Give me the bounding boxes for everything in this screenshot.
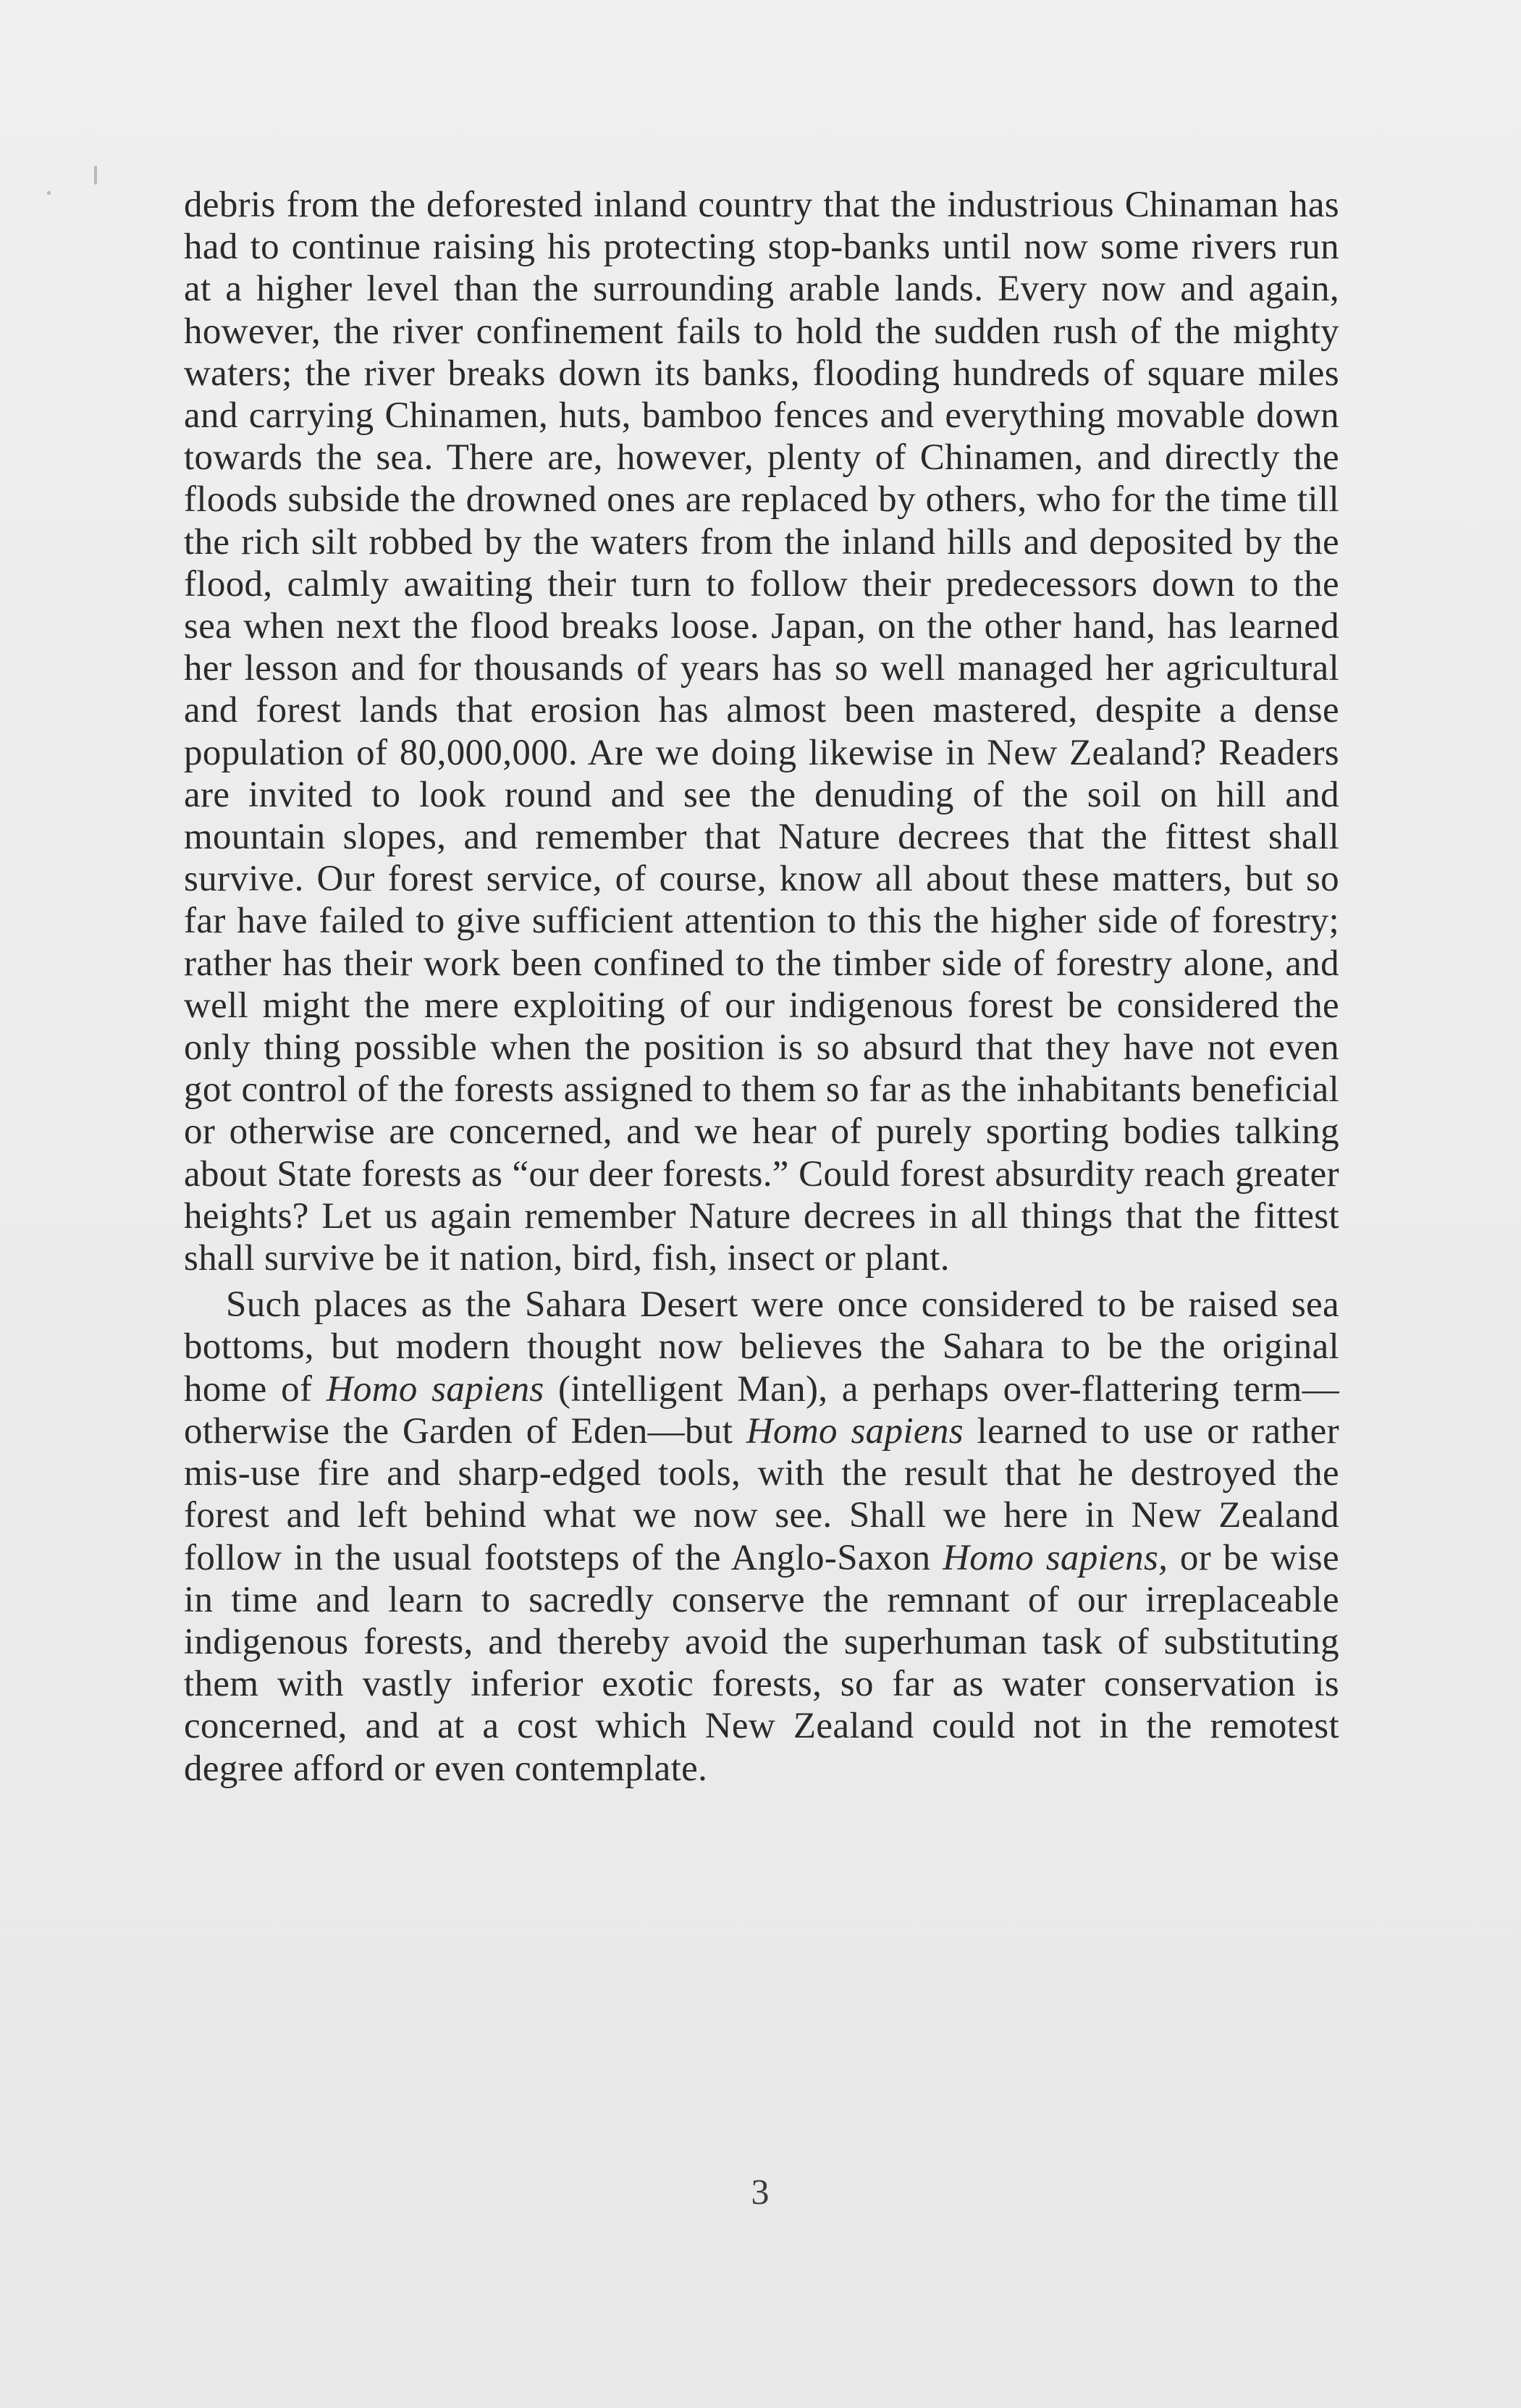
paper-speck — [47, 191, 51, 195]
sentence: Our forest service, of course, know all about these matters, but so far have failed to give sufficient attention to this the higher side of forestry; rather has their work been confined to the timber side of forestry alone, and well might the mere exploiting of our indigenous forest be considered the only thing possible when the position is so absurd that they have not even got control of the forests assigned to them so far as the inhabitants beneficial or otherwise are concerned, and we hear of purely sporting bodies talking about State forests as “our deer forests.” — [184, 859, 1339, 1195]
sentence: There are, however, plenty of Chinamen, and directly the floods subside the drowned ones are replaced by others, who for the time till the rich silt robbed by the waters from the inland hills and deposited by the flood, calmly awaiting their turn to follow their predecessors down to the sea when next the flood breaks loose. — [184, 437, 1339, 647]
paper-speck — [94, 166, 97, 185]
text-run: or be wise in time and learn to sacredly conserve the remnant of our irreplaceable indigenous forests, and thereby avoid the superhuman task of substituting them with vastly inferior exotic forests, so far as water conservation is concerned, and at a cost which New Zealand could not in the remotest degree afford or even contemplate. — [184, 1537, 1339, 1789]
text-run: learned to use or rather mis-use fire and sharp-edged tools, with the result that he destroyed the forest and left behind what we now see. Shall we here in New Zealand follow in the usual footsteps of the Anglo-Saxon — [184, 1410, 1339, 1578]
sentence: Readers are invited to look round and see the denuding of the soil on hill and mountain slopes, and remember that Nature decrees that the fittest shall survive. — [184, 732, 1339, 900]
italic-term: Homo sapiens — [746, 1410, 964, 1452]
sentence: Japan, on the other hand, has learned her lesson and for thousands of years has so well managed her agricultural and forest lands that erosion has almost been mastered, despite a dense population of 80,000,000. — [184, 606, 1339, 773]
sentence: Are we doing likewise in New Zealand? — [587, 732, 1207, 773]
sentence: Let us again remember Nature decrees in all things that the fittest shall survive be it nation, bird, fish, insect or plant. — [184, 1195, 1339, 1279]
page-number: 3 — [751, 2171, 770, 2212]
sentence: debris from the deforested inland country that the industrious Chinaman has had to continue raising his protecting stop-banks until now some rivers run at a higher level than the surrounding arable lands. — [184, 185, 1339, 310]
italic-term: Homo sapiens — [326, 1368, 544, 1410]
paragraph-1 — [184, 184, 1339, 1279]
text-run: (intelligent Man), a perhaps over-flattering term—otherwise the Garden of Eden—but — [184, 1368, 1339, 1452]
paragraph-2 — [184, 1284, 1339, 1789]
text-run: Such places as the Sahara Desert were once considered to be raised sea bottoms, but modern thought now believes the Sahara to be the original home of — [184, 1284, 1339, 1410]
italic-term: Homo sapiens, — [943, 1537, 1168, 1578]
body-text — [184, 184, 1339, 1790]
sentence: Every now and again, however, the river confinement fails to hold the sudden rush of the mighty waters; the river breaks down its banks, flooding hundreds of square miles and carrying Chinamen, huts, bamboo fences and everything movable down towards the sea. — [184, 269, 1340, 479]
sentence: Could forest absurdity reach greater heights? — [184, 1153, 1339, 1237]
